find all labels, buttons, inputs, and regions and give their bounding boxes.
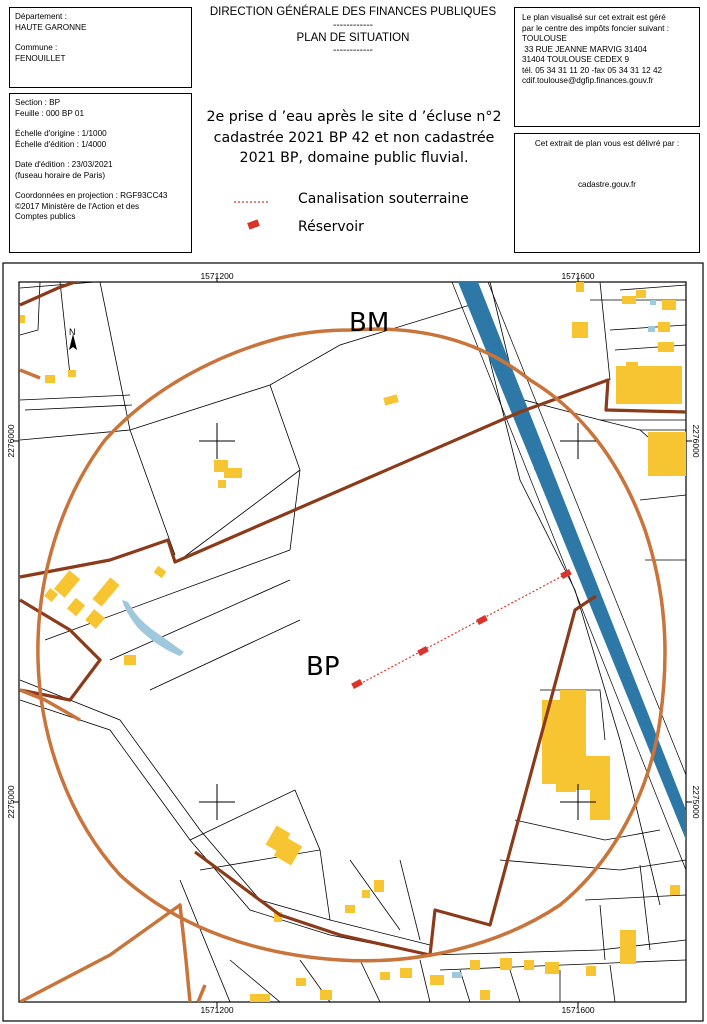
- delivery-box: [514, 133, 700, 253]
- coord-left-upper: 2276000: [6, 424, 16, 458]
- section-label-bp: BP: [306, 652, 340, 682]
- centre-intro-2: par le centre des impôts foncier suivant :: [522, 23, 669, 33]
- section-label-bm: BM: [349, 308, 390, 338]
- departement-commune-box: [9, 7, 192, 88]
- legend-pipe-symbol: [232, 198, 272, 206]
- copyright-1: ©2017 Ministère de l'Action et des: [15, 201, 140, 211]
- coord-top-left: 1571200: [200, 271, 234, 281]
- centre-phone: tél. 05 34 31 11 20 -fax 05 34 31 12 42: [522, 65, 663, 75]
- copyright-2: Comptes publics: [15, 212, 76, 221]
- centre-intro-1: Le plan visualisé sur cet extrait est géré: [522, 13, 666, 22]
- title-divider-2: ------------: [333, 45, 373, 56]
- coord-top-right: 1571600: [561, 271, 595, 281]
- coord-bottom-right: 1571600: [561, 1005, 595, 1015]
- feuille-info: Feuille : 000 BP 01: [15, 108, 85, 118]
- map-inner-border: [19, 282, 686, 1002]
- title-divider-1: ------------: [333, 19, 373, 31]
- commune-value: FENOUILLET: [15, 53, 66, 63]
- centre-impots-box: [514, 7, 700, 127]
- departement-label: Département :: [15, 12, 67, 21]
- coord-right-lower: 2275000: [691, 785, 701, 819]
- north-arrow-label: N: [69, 327, 76, 337]
- info-box: [9, 93, 192, 253]
- departement-value: HAUTE GARONNE: [15, 22, 87, 32]
- section-info: Section : BP: [15, 98, 61, 107]
- coord-right-upper: 2276000: [691, 424, 701, 458]
- cadastral-map: [0, 258, 707, 1024]
- delivery-site: cadastre.gouv.fr: [577, 179, 637, 189]
- fuseau-horaire: (fuseau horaire de Paris): [15, 170, 106, 180]
- coord-bottom-left: 1571200: [200, 1005, 234, 1015]
- description-line-1: 2e prise d ’eau après le site d ’écluse n°2: [206, 109, 502, 125]
- projection-info: Coordonnées en projection : RGF93CC43: [15, 191, 168, 200]
- centre-address-1: 33 RUE JEANNE MARVIG 31404: [522, 44, 647, 54]
- legend-pipe-label: Canalisation souterraine: [298, 191, 469, 207]
- description-block: [196, 107, 512, 169]
- title-block: [193, 6, 513, 57]
- date-edition: Date d'édition : 23/03/2021: [15, 160, 113, 169]
- title-main: DIRECTION GÉNÉRALE DES FINANCES PUBLIQUES: [209, 6, 497, 18]
- echelle-edition: Échelle d'édition : 1/4000: [15, 139, 107, 149]
- delivery-label: Cet extrait de plan vous est délivré par :: [534, 139, 680, 148]
- coord-left-lower: 2275000: [6, 785, 16, 819]
- commune-label: Commune :: [15, 43, 58, 52]
- centre-name: TOULOUSE: [522, 34, 567, 43]
- echelle-origine: Échelle d'origine : 1/1000: [15, 129, 107, 138]
- description-line-2: cadastrée 2021 BP 42 et non cadastrée: [213, 129, 495, 146]
- centre-address-2: 31404 TOULOUSE CEDEX 9: [522, 55, 630, 64]
- legend-reservoir-symbol: [246, 219, 262, 231]
- centre-email: cdif.toulouse@dgfip.finances.gouv.fr: [522, 76, 654, 85]
- title-sub: PLAN DE SITUATION: [296, 31, 410, 44]
- description-line-3: 2021 BP, domaine public fluvial.: [239, 150, 469, 166]
- legend-reservoir-label: Réservoir: [298, 219, 364, 235]
